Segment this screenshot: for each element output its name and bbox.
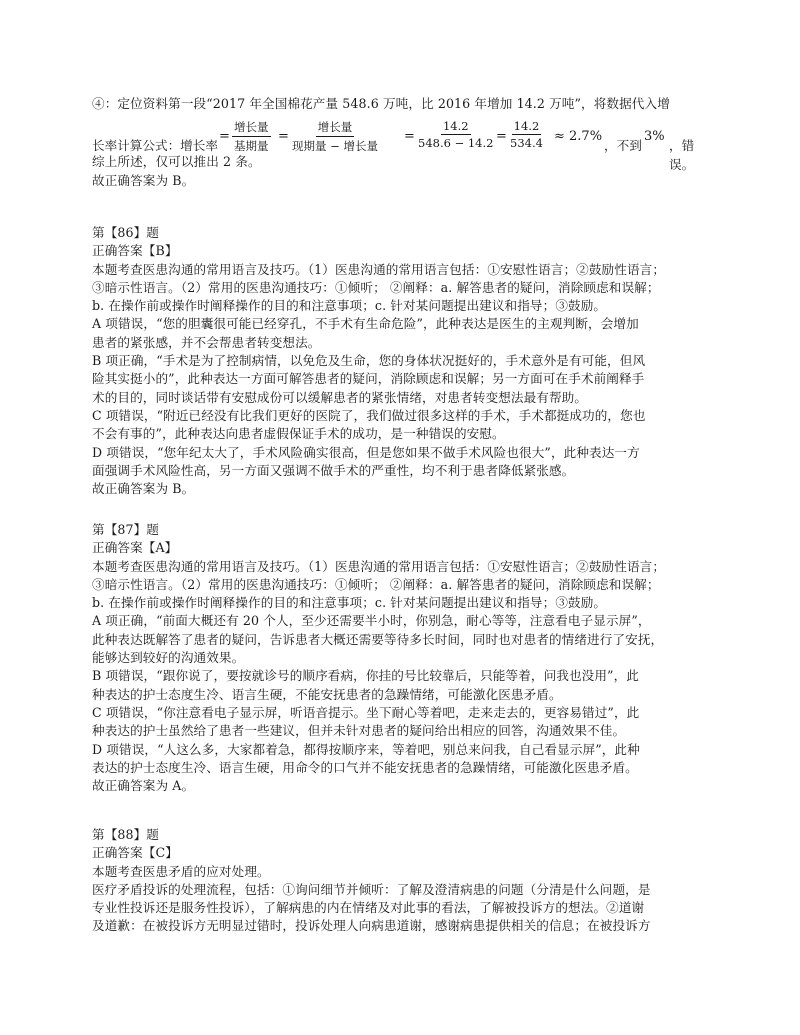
correct-answer: 正确答案【A】 <box>92 540 178 556</box>
paragraph-line: ④：定位资料第一段“2017 年全国棉花产量 548.6 万吨，比 2016 年增加 14.2 万吨”，将数据代入增 <box>92 96 670 111</box>
equals-sign: = <box>496 129 507 145</box>
fraction-growth-over-base <box>232 119 271 154</box>
paragraph-line: ③暗示性语言。（2）常用的医患沟通技巧：①倾听； ②阐释：a. 解答患者的疑问，消除顾虑和误解； <box>92 279 660 295</box>
paragraph-line: 此种表达既解答了患者的疑问，告诉患者大概还需要等待多长时间，同时也对患者的情绪进行了安抚， <box>92 631 664 647</box>
paragraph-line: A 项正确，“前面大概还有 20 个人，至少还需要半小时，你别急，耐心等等，注意看电子显示屏”， <box>92 613 651 629</box>
paragraph-line: 术的目的，同时谈话带有安慰成份可以缓解患者的紧张情绪，对患者转变想法最有帮助。 <box>92 389 588 405</box>
paragraph-line: b. 在操作前或操作时阐释操作的目的和注意事项；c. 针对某问题提出建议和指导；③鼓励。 <box>92 595 607 611</box>
explanation-body <box>92 863 714 936</box>
question-86-section <box>92 224 714 498</box>
question-title: 第【86】题 <box>92 225 159 240</box>
fraction-growth-over-current-minus-growth <box>292 119 378 154</box>
question-title: 第【87】题 <box>92 522 159 537</box>
paragraph-line: C 项错误，“你注意看电子显示屏，听语音提示。坐下耐心等着吧，走来走去的，更容易错过”，此 <box>92 704 640 720</box>
paragraph-line: D 项错误，“您年纪太大了，手术风险确实很高，但是您如果不做手术风险也很大”，此种表达一方 <box>92 444 640 460</box>
paragraph-line: 及道歉：在被投诉方无明显过错时，投诉处理人向病患道谢，感谢病患提供相关的信息；在被投诉方 <box>92 918 651 934</box>
section-85-tail <box>92 95 714 190</box>
question-title: 第【88】题 <box>92 827 159 842</box>
explanation-body <box>92 558 714 796</box>
paragraph-line: B 项错误，“跟你说了，要按就诊号的顺序看病，你挂的号比较靠后，只能等着，问我也没用”，此 <box>92 668 639 684</box>
paragraph-line: 患者的紧张感，并不会帮患者转变想法。 <box>92 334 321 350</box>
fraction-denominator: 基期量 <box>234 139 269 154</box>
question-87-section <box>92 521 714 795</box>
conclusion-line: 故正确答案为 B。 <box>92 481 195 497</box>
paragraph-line: A 项错误，“您的胆囊很可能已经穿孔，不手术有生命危险”，此种表达是医生的主观判断，会增加 <box>92 316 639 332</box>
paragraph-line: 专业性投诉还是服务性投诉），了解病患的内在情绪及对此事的看法，了解被投诉方的想法。②道谢 <box>92 900 645 916</box>
fraction-denominator: 548.6 − 14.2 <box>418 136 494 151</box>
equals-sign: = <box>278 129 289 145</box>
equals-sign: = <box>404 129 415 145</box>
correct-answer: 正确答案【C】 <box>92 845 178 861</box>
formula-end: ，错误。 <box>669 138 695 173</box>
fraction-denominator: 现期量 − 增长量 <box>292 139 378 154</box>
fraction-numerator: 14.2 <box>513 119 540 134</box>
paragraph-line: 本题考查医患矛盾的应对处理。 <box>92 863 270 879</box>
paragraph-line: C 项错误，“附近已经没有比我们更好的医院了，我们做过很多这样的手术，手术都挺成功的，您也 <box>92 407 646 423</box>
paragraph-line: 险其实挺小的”，此种表达一方面可解答患者的疑问，消除顾虑和误解；另一方面可在手术前阐释手 <box>92 371 645 387</box>
fraction-simplified <box>510 119 543 150</box>
paragraph-line: 本题考查医患沟通的常用语言及技巧。（1）医患沟通的常用语言包括：①安慰性语言；②鼓励性语言； <box>92 558 666 574</box>
paragraph-line: 本题考查医患沟通的常用语言及技巧。（1）医患沟通的常用语言包括：①安慰性语言；②鼓励性语言； <box>92 261 666 277</box>
paragraph-line: 综上所述，仅可以推出 2 条。 <box>92 154 261 170</box>
paragraph-line: b. 在操作前或操作时阐释操作的目的和注意事项；c. 针对某问题提出建议和指导；③鼓励。 <box>92 298 607 314</box>
paragraph-line: 表达的护士态度生冷、语言生硬，用命令的口气并不能安抚患者的急躁情绪，可能激化医患矛盾。 <box>92 759 638 775</box>
correct-answer: 正确答案【B】 <box>92 243 178 259</box>
fraction-values <box>418 119 493 150</box>
approx-result: ≈ 2.7% <box>554 129 603 145</box>
paragraph-line: 面强调手术风险性高，另一方面又强调不做手术的严重性，均不利于患者降低紧张感。 <box>92 462 575 478</box>
paragraph-line: 能够达到较好的沟通效果。 <box>92 650 245 666</box>
fraction-numerator: 增长量 <box>316 119 355 137</box>
paragraph-line: D 项错误，“人这么多，大家都着急，都得按顺序来，等着吧，别总来问我，自己看显示屏”，此种 <box>92 741 640 757</box>
conclusion-line: 故正确答案为 A。 <box>92 778 195 794</box>
paragraph-line: 种表达的护士虽然给了患者一些建议，但并未针对患者的疑问给出相应的回答，沟通效果不佳。 <box>92 723 626 739</box>
fraction-denominator: 534.4 <box>510 136 543 151</box>
conclusion-line: 故正确答案为 B。 <box>92 172 195 188</box>
fraction-numerator: 14.2 <box>442 119 469 134</box>
question-88-section <box>92 826 714 936</box>
formula-suffix: ，不到 <box>604 138 642 154</box>
paragraph-line: B 项正确，“手术是为了控制病情，以免危及生命，您的身体状况挺好的，手术意外是有可能，但风 <box>92 353 646 369</box>
threshold-percent: 3% <box>644 129 665 145</box>
fraction-numerator: 增长量 <box>232 119 271 137</box>
formula-prefix: 长率计算公式：增长率 <box>92 138 218 154</box>
equals-sign: = <box>219 129 230 145</box>
explanation-body <box>92 261 714 499</box>
paragraph-line: ③暗示性语言。（2）常用的医患沟通技巧：①倾听； ②阐释：a. 解答患者的疑问，消除顾虑和误解； <box>92 576 660 592</box>
paragraph-line: 不会有事的”，此种表达向患者虚假保证手术的成功，是一种错误的安慰。 <box>92 426 505 442</box>
paragraph-line: 医疗矛盾投诉的处理流程，包括：①询问细节并倾听：了解及澄清病患的问题（分清是什么问题，是 <box>92 881 651 897</box>
paragraph-line: 种表达的护士态度生冷、语言生硬，不能安抚患者的急躁情绪，可能激化医患矛盾。 <box>92 686 562 702</box>
